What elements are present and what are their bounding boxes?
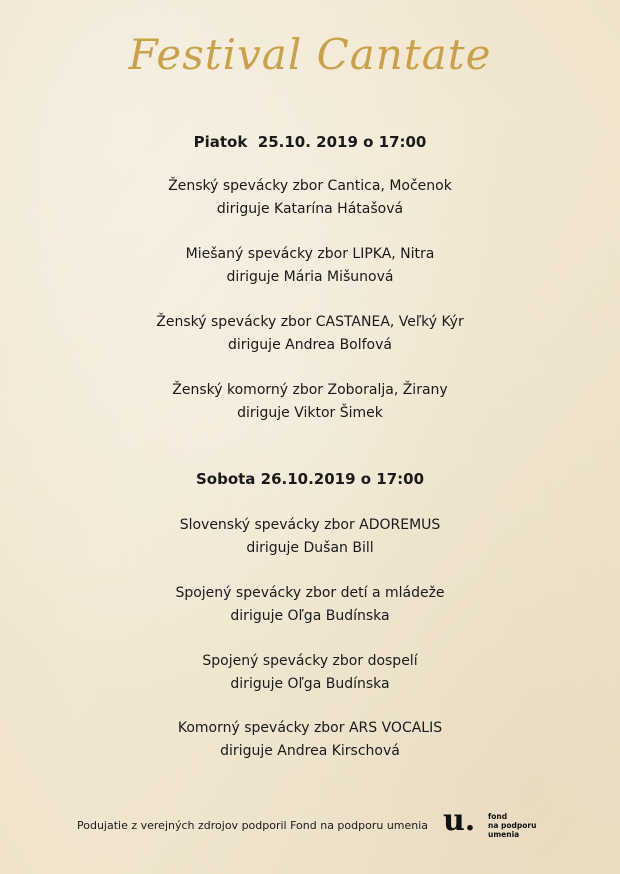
logo-mark: u. — [443, 803, 476, 838]
performance-item — [0, 175, 620, 221]
performance-item — [0, 582, 620, 628]
logo-line: na podporu — [488, 821, 537, 830]
performance-item — [0, 514, 620, 560]
fund-logo — [443, 803, 553, 845]
day-heading-saturday: Sobota 26.10.2019 o 17:00 — [195, 470, 425, 488]
choir-name: Ženský spevácky zbor CASTANEA, Veľký Kýr — [156, 314, 464, 330]
festival-title: Festival Cantate — [128, 30, 492, 79]
performance-item — [0, 243, 620, 289]
performance-item — [0, 311, 620, 357]
conductor-name: diriguje Oľga Budínska — [230, 676, 390, 692]
choir-name: Slovenský spevácky zbor ADOREMUS — [179, 517, 441, 533]
logo-line: fond — [488, 812, 508, 821]
conductor-name: diriguje Andrea Bolfová — [228, 337, 392, 353]
performance-item — [0, 379, 620, 425]
conductor-name: diriguje Dušan Bill — [246, 540, 374, 556]
choir-name: Ženský komorný zbor Zoboralja, Žirany — [172, 382, 448, 398]
conductor-name: diriguje Andrea Kirschová — [220, 743, 400, 759]
choir-name: Spojený spevácky zbor dospelí — [202, 653, 418, 669]
choir-name: Miešaný spevácky zbor LIPKA, Nitra — [185, 246, 435, 262]
logo-line: umenia — [488, 830, 520, 839]
conductor-name: diriguje Oľga Budínska — [230, 608, 390, 624]
choir-name: Komorný spevácky zbor ARS VOCALIS — [177, 720, 443, 736]
conductor-name: diriguje Viktor Šimek — [237, 405, 383, 421]
performance-item — [0, 717, 620, 763]
conductor-name: diriguje Mária Mišunová — [226, 269, 394, 285]
day-heading-friday: Piatok 25.10. 2019 o 17:00 — [193, 133, 427, 151]
logo-wordmark — [488, 812, 536, 839]
choir-name: Spojený spevácky zbor detí a mládeže — [175, 585, 445, 601]
performance-item — [0, 650, 620, 696]
choir-name: Ženský spevácky zbor Cantica, Močenok — [168, 178, 452, 194]
support-statement: Podujatie z verejných zdrojov podporil Fond na podporu umenia — [77, 819, 429, 832]
conductor-name: diriguje Katarína Hátašová — [216, 201, 404, 217]
